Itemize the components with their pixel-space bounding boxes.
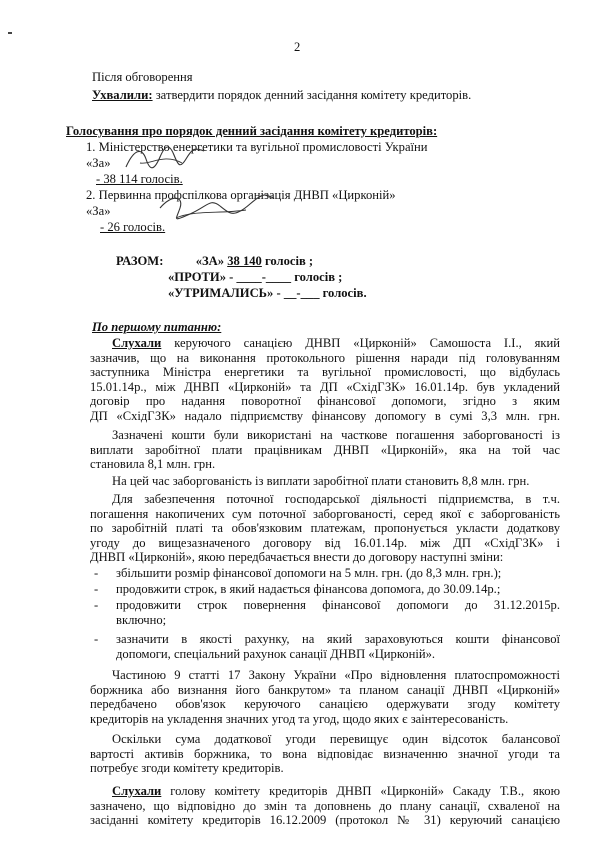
p7-line: засіданні комітету кредиторів 16.12.2009 (протокол № 31) керуючий санацією bbox=[90, 813, 560, 828]
paragraph-heard-1 bbox=[90, 336, 560, 424]
totals-against-suffix: голосів ; bbox=[294, 270, 343, 284]
paragraph-6 bbox=[90, 732, 560, 776]
totals-against-blank: ____-____ bbox=[236, 270, 292, 284]
voter-1-for-label: «За» bbox=[86, 156, 111, 170]
paragraph-heard-2 bbox=[90, 784, 560, 828]
p1-line: зазначив, що на виконання протокольного рішення наради під головуванням bbox=[90, 350, 560, 365]
list-item: - збільшити розмір фінансової допомоги на 5 млн. грн. (до 8,3 млн. грн.); bbox=[94, 566, 502, 580]
p2-line: Зазначені кошти були використані на часткове погашення заборгованості із bbox=[112, 428, 560, 442]
p1-line: договір про надання поворотної фінансової допомоги, згідно з яким bbox=[90, 394, 560, 409]
paragraph-4 bbox=[90, 492, 560, 565]
totals-line-abstain bbox=[168, 286, 367, 301]
paragraph-2 bbox=[90, 428, 560, 472]
voter-1-name: 1. Міністерство енергетики та вугільної промисловості України bbox=[86, 140, 428, 154]
p2-line: виплати заробітної плати працівникам ДНВП «Цирконій», яка на той час bbox=[90, 442, 560, 457]
signature-1-icon bbox=[120, 141, 210, 175]
list-item: - зазначити в якості рахунку, на який зараховуються кошти фінансової допомоги, спеціальний рахунок санації ДНВП «Цирконій». bbox=[94, 632, 560, 661]
p1-label: Слухали bbox=[112, 336, 162, 350]
totals-for-suffix: голосів ; bbox=[265, 254, 314, 268]
p4-line: Для забезпечення поточної господарської діяльності підприємства, в т.ч. bbox=[112, 492, 560, 506]
voting-heading: Голосування про порядок денний засідання комітету кредиторів: bbox=[66, 124, 438, 138]
p7-line-1: Слухали голову комітету кредиторів ДНВП «Цирконій» Сакаду Т.В., якою bbox=[112, 784, 560, 798]
voter-2-name: 2. Первинна профспілкова організація ДНВП «Цирконій» bbox=[86, 188, 396, 202]
p5-line: кредиторів на укладення значних угод та угод, щодо яких є заінтересованість. bbox=[90, 711, 509, 726]
p6-line: вартості активів боржника, то вона відповідає визначенню значної угоди та bbox=[90, 746, 560, 761]
p4-line: по заробітній платі та обов'язковим платежам, пропонується укласти додаткову bbox=[90, 521, 560, 536]
p6-line: Оскільки сума додаткової угоди перевищує один відсоток балансової bbox=[112, 732, 560, 746]
totals-abstain-blank: __-___ bbox=[283, 286, 320, 300]
totals-line-against bbox=[168, 270, 342, 285]
signature-2-icon bbox=[150, 188, 280, 226]
p4-line: угоду до вищезазначеного договору від 16.01.14р. між ДП «СхідГЗК» і bbox=[90, 535, 560, 550]
totals-line-for bbox=[116, 254, 313, 269]
p1-line: заступника Міністра енергетики та вугільної промисловості, що відбулась bbox=[90, 365, 560, 380]
p4-line: погашення накопичених сум поточної заборгованості, серед якої є заборгованість bbox=[90, 506, 560, 521]
p7-label: Слухали bbox=[112, 784, 162, 798]
p1-line: 15.01.14р., між ДНВП «Цирконій» та ДП «СхідГЗК» 16.01.14р. був укладений bbox=[90, 379, 560, 394]
resolved-label: Ухвалили: bbox=[92, 88, 153, 102]
first-question-heading: По першому питанню: bbox=[92, 320, 222, 334]
totals-abstain-prefix: «УТРИМАЛИСЬ» - bbox=[168, 286, 281, 300]
paragraph-3 bbox=[90, 474, 560, 489]
p5-line: передбачено обов'язок керуючого санацією одержувати згоду комітету bbox=[90, 697, 560, 712]
resolved-text: затвердити порядок денний засідання комітету кредиторів. bbox=[152, 88, 472, 102]
list-item: - продовжити строк, в який надається фінансова допомога, до 30.09.14р.; bbox=[94, 582, 501, 596]
totals-abstain-suffix: голосів. bbox=[322, 286, 367, 300]
p5-line: Частиною 9 статті 17 Закону України «Про відновлення платоспроможності bbox=[112, 668, 560, 682]
p5-line: боржника або визнання його банкрутом» та планом санації ДНВП «Цирконій» bbox=[90, 682, 560, 697]
totals-for-count: 38 140 bbox=[227, 254, 262, 268]
scan-mark bbox=[8, 32, 12, 34]
p7-line: зазначено, що відповідно до змін та доповнень до плану санації, схваленої на bbox=[90, 798, 560, 813]
totals-label: РАЗОМ: bbox=[116, 254, 164, 268]
paragraph-5 bbox=[90, 668, 560, 726]
p1-line-1: Слухали керуючого санацією ДНВП «Цирконій» Самошоста І.І., який bbox=[112, 336, 561, 350]
p4-line: ДНВП «Цирконій», якою передбачається внести до договору наступні зміни: bbox=[90, 550, 504, 565]
p2-line: становила 8,1 млн. грн. bbox=[90, 457, 216, 472]
p1-line: ДП «СхідГЗК» надало підприємству фінансову допомогу в сумі 3,3 млн. грн. bbox=[90, 408, 560, 423]
page-number: 2 bbox=[294, 40, 301, 54]
list-item: - продовжити строк повернення фінансової допомоги до 31.12.2015р. включно; bbox=[94, 598, 560, 627]
voter-2-votes: - 26 голосів. bbox=[100, 220, 166, 234]
totals-against-prefix: «ПРОТИ» - bbox=[168, 270, 234, 284]
totals-for-prefix: «ЗА» bbox=[195, 254, 225, 268]
p3-line: На цей час заборгованість із виплати заробітної плати становить 8,8 млн. грн. bbox=[112, 474, 530, 488]
resolved-line bbox=[92, 88, 471, 103]
p6-line: потребує згоди комітету кредиторів. bbox=[90, 761, 284, 776]
voter-2-for-label: «За» bbox=[86, 204, 111, 218]
voter-1-votes: - 38 114 голосів. bbox=[96, 172, 183, 186]
after-discussion-text: Після обговорення bbox=[92, 70, 193, 84]
